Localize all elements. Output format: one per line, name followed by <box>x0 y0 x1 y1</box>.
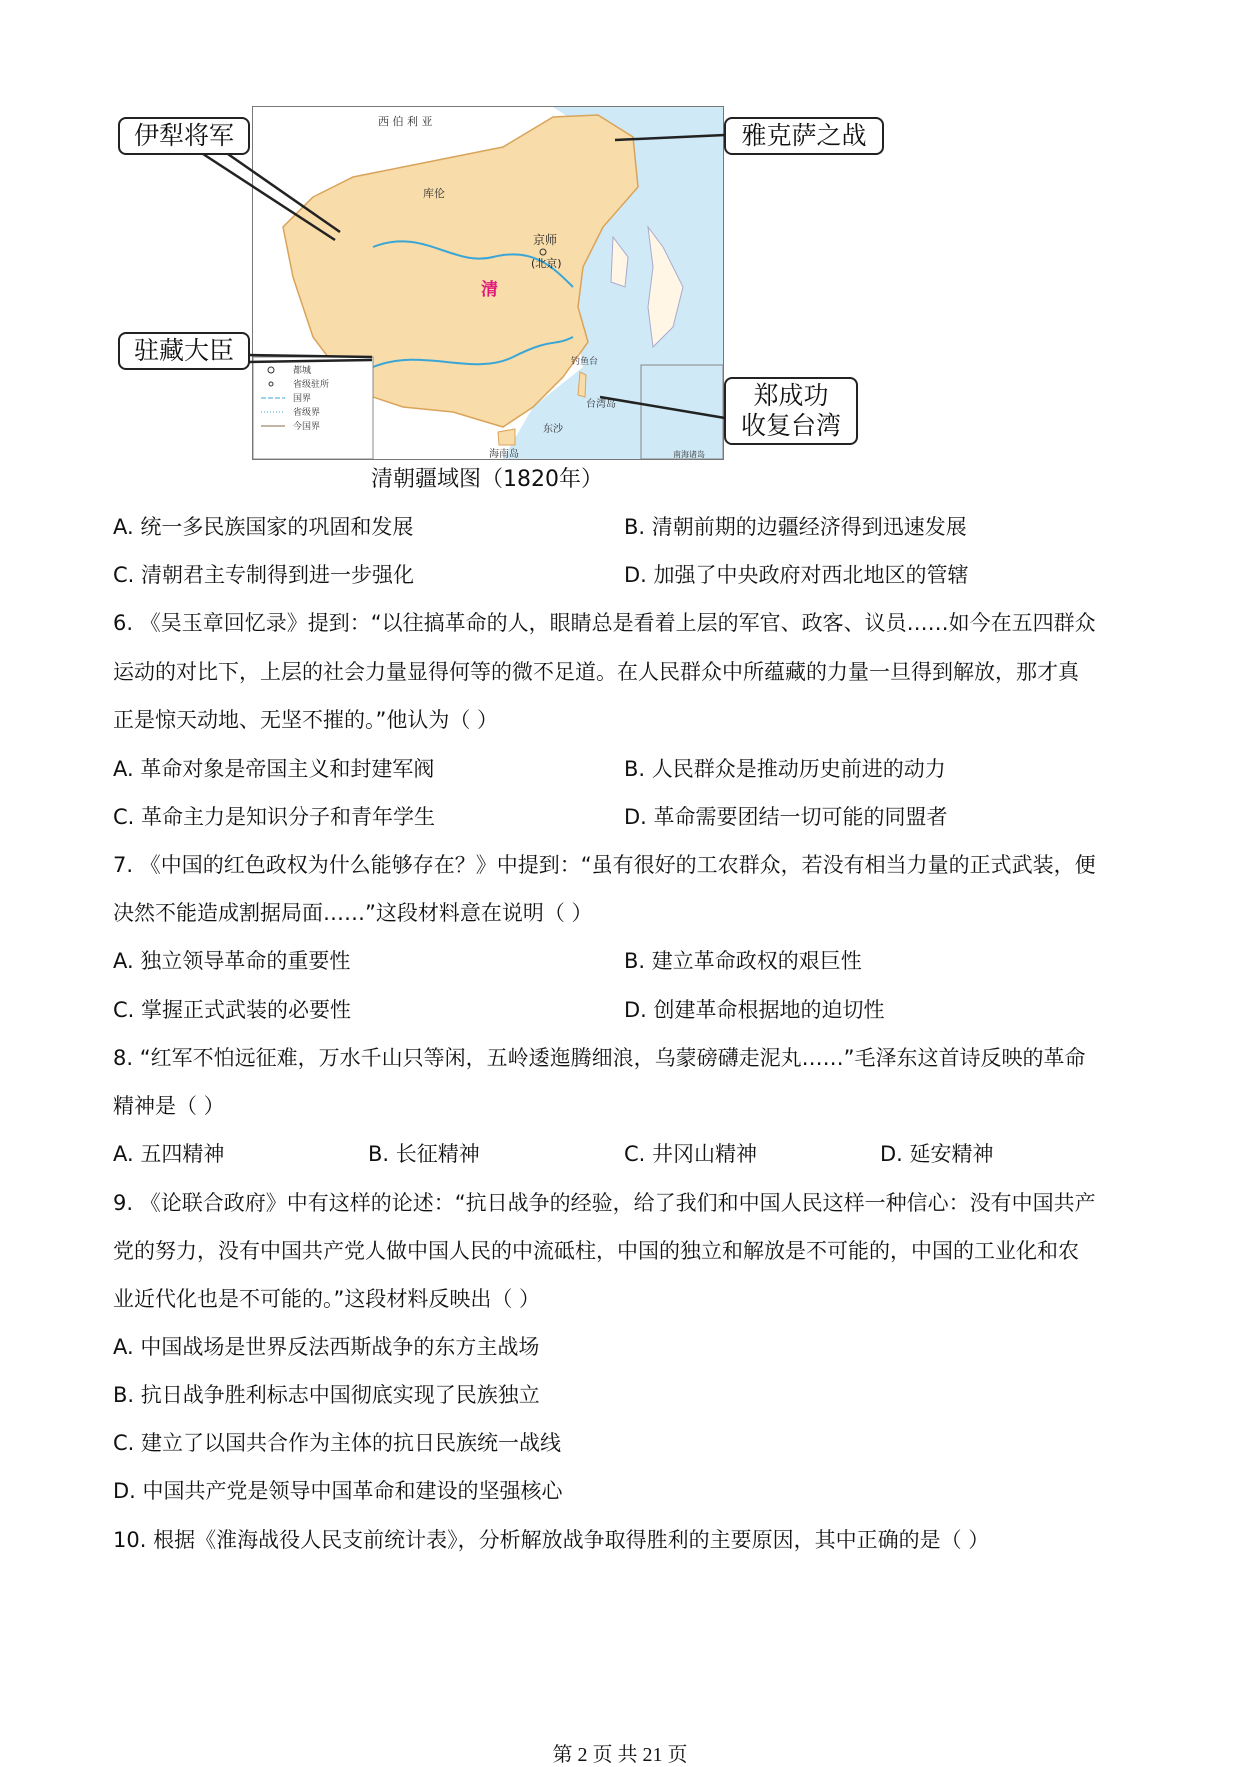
label-dongsha: 东沙 <box>543 424 563 435</box>
legend-national-border: 国界 <box>293 394 312 404</box>
q9-stem: 业近代化也是不可能的。”这段材料反映出（ ） <box>113 1287 541 1311</box>
q6-option-b: B. 人民群众是推动历史前进的动力 <box>624 757 946 781</box>
callout-text: 伊犁将军 <box>133 121 234 150</box>
q7-stem: 决然不能造成割据局面……”这段材料意在说明（ ） <box>113 901 593 925</box>
q8-stem: 8. “红军不怕远征难，万水千山只等闲，五岭逶迤腾细浪，乌蒙磅礴走泥丸……”毛泽东这首诗反映的革命 <box>113 1046 1086 1070</box>
callout-yili-general <box>118 117 250 155</box>
legend-capital: 都城 <box>293 366 312 376</box>
q7-option-d: D. 创建革命根据地的迫切性 <box>624 998 885 1022</box>
label-qing: 清 <box>481 280 498 300</box>
callout-tibet-minister <box>118 332 250 370</box>
q6-stem: 运动的对比下，上层的社会力量显得何等的微不足道。在人民群众中所蕴藏的力量一旦得到解放，那才真 <box>113 660 1079 684</box>
page-footer: 第 2 页 共 21 页 <box>552 1744 688 1766</box>
callout-yaksa-battle <box>724 117 884 155</box>
label-capital: 京师 <box>533 233 558 247</box>
q6-stem: 正是惊天动地、无坚不摧的。”他认为（ ） <box>113 708 499 732</box>
q10-stem: 10. 根据《淮海战役人民支前统计表》，分析解放战争取得胜利的主要原因，其中正确的是（ ） <box>113 1528 990 1552</box>
q9-stem: 党的努力，没有中国共产党人做中国人民的中流砥柱，中国的独立和解放是不可能的，中国的工业化和农 <box>113 1239 1079 1263</box>
q7-option-b: B. 建立革命政权的艰巨性 <box>624 949 862 973</box>
q9-option-d: D. 中国共产党是领导中国革命和建设的坚强核心 <box>113 1479 563 1503</box>
q5-option-d: D. 加强了中央政府对西北地区的管辖 <box>624 563 969 587</box>
q7-option-a: A. 独立领导革命的重要性 <box>113 949 351 973</box>
q7-stem: 7. 《中国的红色政权为什么能够存在？》中提到：“虽有很好的工农群众，若没有相当力量的正式武装，便 <box>113 853 1096 877</box>
q9-option-a: A. 中国战场是世界反法西斯战争的东方主战场 <box>113 1335 540 1359</box>
q6-stem: 6. 《吴玉章回忆录》提到：“以往搞革命的人，眼睛总是看着上层的军官、政客、议员……如今在五四群众 <box>113 611 1096 635</box>
q5-option-c: C. 清朝君主专制得到进一步强化 <box>113 563 415 587</box>
legend-provincial-border: 省级界 <box>293 408 321 418</box>
figure-caption: 清朝疆域图（1820年） <box>371 467 603 492</box>
callout-text: 雅克萨之战 <box>741 121 867 150</box>
legend-current-border: 今国界 <box>293 422 321 432</box>
label-kulun: 库伦 <box>423 187 445 200</box>
q9-option-c: C. 建立了以国共合作为主体的抗日民族统一战线 <box>113 1431 562 1455</box>
q8-option-c: C. 井冈山精神 <box>624 1142 758 1166</box>
q5-option-a: A. 统一多民族国家的巩固和发展 <box>113 515 414 539</box>
legend-provincial-seat: 省级驻所 <box>293 380 330 390</box>
q7-option-c: C. 掌握正式武装的必要性 <box>113 998 352 1022</box>
q8-stem: 精神是（ ） <box>113 1094 225 1118</box>
q8-option-a: A. 五四精神 <box>113 1142 225 1166</box>
q6-option-a: A. 革命对象是帝国主义和封建军阀 <box>113 757 435 781</box>
label-capital-sub: (北京) <box>531 257 562 270</box>
label-south-sea-inset: 南海诸岛 <box>673 450 705 459</box>
label-hainan: 海南岛 <box>489 449 519 459</box>
callout-text: 驻藏大臣 <box>133 336 234 365</box>
q8-option-b: B. 长征精神 <box>368 1142 480 1166</box>
q9-option-b: B. 抗日战争胜利标志中国彻底实现了民族独立 <box>113 1383 540 1407</box>
label-diaoyu: 钓鱼台 <box>571 357 599 367</box>
callout-leader-lines <box>0 0 1240 500</box>
callout-text: 郑成功 <box>753 381 829 410</box>
label-taiwan: 台湾岛 <box>586 399 616 410</box>
label-siberia: 西 伯 利 亚 <box>378 115 433 128</box>
q9-stem: 9. 《论联合政府》中有这样的论述：“抗日战争的经验，给了我们和中国人民这样一种信心：没有中国共产 <box>113 1191 1096 1215</box>
callout-zheng-chenggong <box>724 377 858 445</box>
q8-option-d: D. 延安精神 <box>880 1142 994 1166</box>
callout-text: 收复台湾 <box>740 411 841 440</box>
q6-option-d: D. 革命需要团结一切可能的同盟者 <box>624 805 948 829</box>
q5-option-b: B. 清朝前期的边疆经济得到迅速发展 <box>624 515 967 539</box>
q6-option-c: C. 革命主力是知识分子和青年学生 <box>113 805 436 829</box>
